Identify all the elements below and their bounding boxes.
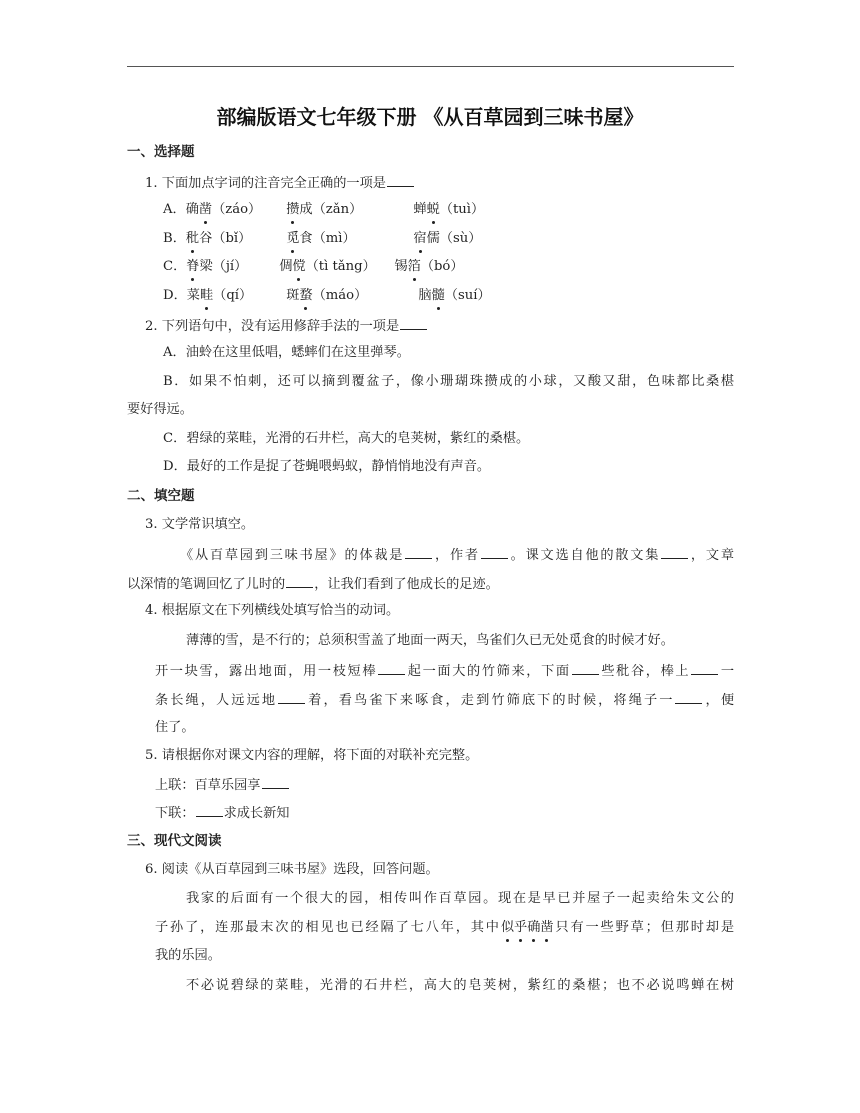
passage-p1-line-2: 子孙了，连那最末次的相见也已经隔了七八年，其中似乎确凿只有一些野草；但那时却是: [155, 920, 735, 935]
answer-blank[interactable]: [196, 803, 223, 817]
section-heading-fill: 二、填空题: [127, 488, 195, 504]
option-1b[interactable]: B．秕谷（bǐ） 觅食（mì） 宿儒（sù）: [163, 231, 482, 246]
header-rule: [127, 66, 734, 67]
question-number: 3.: [145, 517, 158, 532]
dotted-char: 箔: [407, 259, 421, 274]
answer-blank[interactable]: [387, 173, 414, 187]
answer-blank[interactable]: [400, 316, 427, 330]
question-stem: 下列语句中，没有运用修辞手法的一项是: [161, 319, 400, 334]
question-stem: 文学常识填空。: [161, 517, 255, 532]
q3-line-1: 《从百草园到三味书屋》的体裁是 ，作者 。课文选自他的散文集 ，文章: [180, 545, 734, 565]
question-2: [145, 316, 428, 336]
question-3: [145, 516, 254, 534]
question-6: [145, 861, 439, 879]
option-2b-continued: 要好得远。: [127, 402, 193, 417]
dotted-char: 觅: [286, 231, 300, 246]
passage-p2-line-1: 不必说碧绿的菜畦，光滑的石井栏，高大的皂荚树，紫红的桑椹；也不必说鸣蝉在树: [186, 978, 734, 993]
couplet-lower: 下联： 求成长新知: [155, 803, 290, 823]
q4-line-2: 开一块雪，露出地面，用一枝短棒 起一面大的竹筛来，下面 些秕谷，棒上 一: [155, 661, 734, 681]
dotted-char: 乎: [514, 920, 528, 935]
dotted-char: 秕: [185, 231, 200, 246]
option-2b[interactable]: B．如果不怕刺，还可以摘到覆盆子，像小珊瑚珠攒成的小球，又酸又甜，色味都比桑椹: [163, 374, 734, 389]
dotted-char: 傥: [292, 259, 306, 274]
question-5: [145, 747, 478, 765]
answer-blank[interactable]: [262, 775, 289, 789]
question-stem: 根据原文在下列横线处填写恰当的动词。: [161, 603, 400, 618]
question-number: 6.: [145, 862, 158, 877]
q4-line-4: 住了。: [155, 720, 195, 735]
dotted-char: 髓: [431, 288, 445, 303]
question-1: [145, 173, 415, 193]
question-stem: 请根据你对课文内容的理解，将下面的对联补充完整。: [161, 748, 479, 763]
question-number: 1.: [145, 176, 158, 191]
option-1c[interactable]: C．脊梁（jí） 倜傥（tì tǎng） 锡箔（bó）: [163, 259, 464, 274]
answer-blank[interactable]: [675, 690, 702, 704]
question-stem: 下面加点字词的注音完全正确的一项是: [161, 176, 386, 191]
dotted-char: 脊: [186, 259, 200, 274]
dotted-char: 凿: [540, 920, 554, 935]
answer-blank[interactable]: [691, 661, 718, 675]
option-1a[interactable]: A．确凿（záo） 攒成（zǎn） 蝉蜕（tuì）: [163, 202, 485, 217]
question-number: 4.: [145, 603, 158, 618]
dotted-char: 宿: [413, 231, 427, 246]
answer-blank[interactable]: [286, 574, 313, 588]
option-2c[interactable]: C．碧绿的菜畦，光滑的石井栏，高大的皂荚树，紫红的桑椹。: [163, 431, 530, 446]
couplet-upper: 上联：百草乐园享: [155, 775, 290, 795]
passage-p1-line-1: 我家的后面有一个很大的园，相传叫作百草园。现在是早已并屋子一起卖给朱文公的: [186, 891, 734, 906]
dotted-char: 攒: [286, 202, 300, 217]
q3-line-2: 以深情的笔调回忆了儿时的 ，让我们看到了他成长的足迹。: [127, 574, 499, 594]
dotted-char: 似: [500, 920, 515, 935]
q4-line-3: 条长绳，人远远地 着，看鸟雀下来啄食，走到竹筛底下的时候，将绳子一 ，便: [155, 690, 734, 710]
answer-blank[interactable]: [405, 545, 432, 559]
dotted-char: 确: [527, 920, 541, 935]
option-2d[interactable]: D．最好的工作是捉了苍蝇喂蚂蚁，静悄悄地没有声音。: [163, 459, 491, 474]
option-1d[interactable]: D．菜畦（qí） 斑蝥（máo） 脑髓（suí）: [163, 288, 491, 303]
answer-blank[interactable]: [378, 661, 405, 675]
section-heading-reading: 三、现代文阅读: [127, 833, 222, 849]
dotted-char: 凿: [198, 202, 213, 217]
answer-blank[interactable]: [572, 661, 599, 675]
dotted-char: 蝥: [299, 288, 313, 303]
dotted-phrase: [501, 920, 554, 935]
question-number: 2.: [145, 319, 158, 334]
dotted-char: 畦: [199, 288, 214, 303]
question-stem: 阅读《从百草园到三味书屋》选段，回答问题。: [161, 862, 439, 877]
answer-blank[interactable]: [481, 545, 508, 559]
section-heading-choice: 一、选择题: [127, 144, 195, 160]
page-title: 部编版语文七年级下册 《从百草园到三味书屋》: [216, 105, 644, 129]
answer-blank[interactable]: [661, 545, 688, 559]
option-2a[interactable]: A．油蛉在这里低唱，蟋蟀们在这里弹琴。: [163, 345, 410, 360]
question-number: 5.: [145, 748, 158, 763]
passage-p1-line-3: 我的乐园。: [155, 948, 221, 963]
question-4: [145, 602, 399, 620]
q4-line-1: 薄薄的雪，是不行的；总须积雪盖了地面一两天，鸟雀们久已无处觅食的时候才好。: [186, 633, 674, 648]
dotted-char: 蜕: [426, 202, 440, 217]
answer-blank[interactable]: [278, 690, 305, 704]
